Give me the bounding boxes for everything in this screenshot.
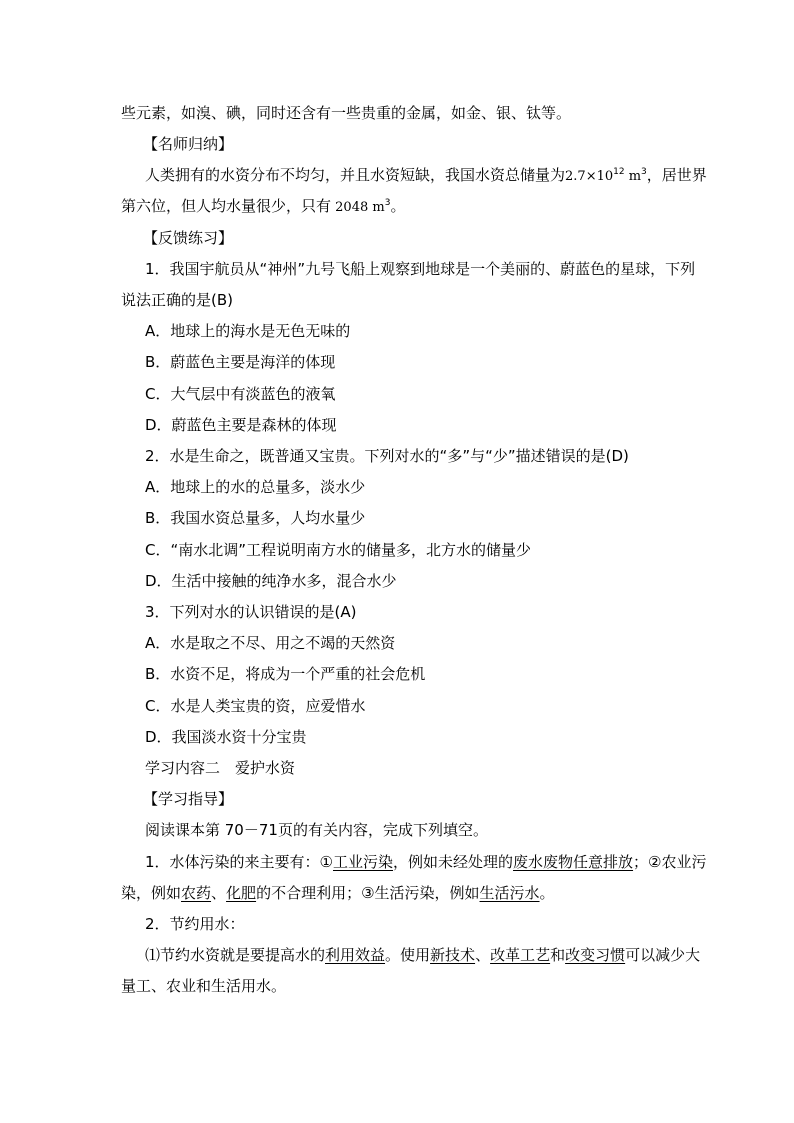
fill-item-line: 量工、农业和生活用水。 [121,977,287,995]
text: 、 [211,884,227,902]
question-stem: 3．下列对水的认识错误的是(A) [145,603,357,621]
text: 人类拥有的水资分布不均匀，并且水资短缺，我国水资总储量为 [145,166,566,184]
question-stem: 1．我国宇航员从“神州”九号飞船上观察到地球是一个美丽的、蔚蓝色的星球，下列 [145,260,696,278]
text: 染，例如 [121,884,182,902]
answer-blank: 利用效益 [325,946,386,964]
fill-item-line [145,852,707,872]
value-base: 2.7×10 [565,169,614,184]
option: B．蔚蓝色主要是海洋的体现 [145,353,336,371]
text: 些元素，如溴、碘，同时还含有一些贵重的金属，如金、银、钛等。 [121,104,572,122]
value: 2048 m [331,200,385,215]
option: C．“南水北调”工程说明南方水的储量多，北方水的储量少 [145,541,532,559]
answer-blank: 改革工艺 [490,946,551,964]
text: 。 [390,197,406,215]
heading-summary: 【名师归纳】 [143,135,234,153]
text: 、 [475,946,491,964]
answer-blank: 改变习惯 [565,946,626,964]
value-exponent: 3 [384,198,391,208]
value-unit: m [624,169,642,184]
heading-guide: 【学习指导】 [143,790,234,808]
text: ，例如未经处理的 [393,853,514,871]
paragraph-line [121,103,571,123]
answer-blank: 废水废物任意排放 [513,853,634,871]
option: D．我国淡水资十分宝贵 [145,728,307,746]
text: ；②农业污 [633,853,707,871]
answer-blank: 生活污水 [479,884,540,902]
option: D．蔚蓝色主要是森林的体现 [145,416,337,434]
paragraph-line [145,165,707,187]
question-stem: 说法正确的是(B) [121,291,233,309]
section-title: 学习内容二 爱护水资 [145,759,296,777]
option: C．大气层中有淡蓝色的液氧 [145,385,336,403]
instruction: 阅读课本第 70－71页的有关内容，完成下列填空。 [145,821,488,839]
text: 的不合理利用；③生活污染，例如 [256,884,480,902]
text: ，居世界 [646,166,707,184]
fill-item-heading: 2．节约用水： [145,915,245,933]
answer-blank: 工业污染 [333,853,394,871]
option: A．地球上的海水是无色无味的 [145,322,351,340]
question-stem: 2．水是生命之，既普通又宝贵。下列对水的“多”与“少”描述错误的是(D) [145,447,629,465]
answer-blank: 新技术 [430,946,476,964]
option: A．水是取之不尽、用之不竭的天然资 [145,634,396,652]
text: 和 [550,946,566,964]
option: C．水是人类宝贵的资，应爱惜水 [145,697,366,715]
fill-item-line [145,945,700,965]
text: 。 [539,884,555,902]
value-exponent: 12 [613,167,625,177]
text: 。使用 [385,946,431,964]
value-unit-exponent: 3 [641,167,647,177]
paragraph-line [121,196,405,218]
answer-blank: 农药 [181,884,212,902]
fill-item-line [121,883,555,903]
option: B．水资不足，将成为一个严重的社会危机 [145,665,426,683]
answer-blank: 化肥 [226,884,257,902]
text: 1．水体污染的来主要有：① [145,853,333,871]
heading-feedback: 【反馈练习】 [143,229,234,247]
text: 第六位，但人均水量很少，只有 [121,197,332,215]
option: A．地球上的水的总量多，淡水少 [145,478,366,496]
option: B．我国水资总量多，人均水量少 [145,509,366,527]
text: ⑴节约水资就是要提高水的 [145,946,326,964]
text: 可以减少大 [625,946,701,964]
option: D．生活中接触的纯净水多，混合水少 [145,572,397,590]
